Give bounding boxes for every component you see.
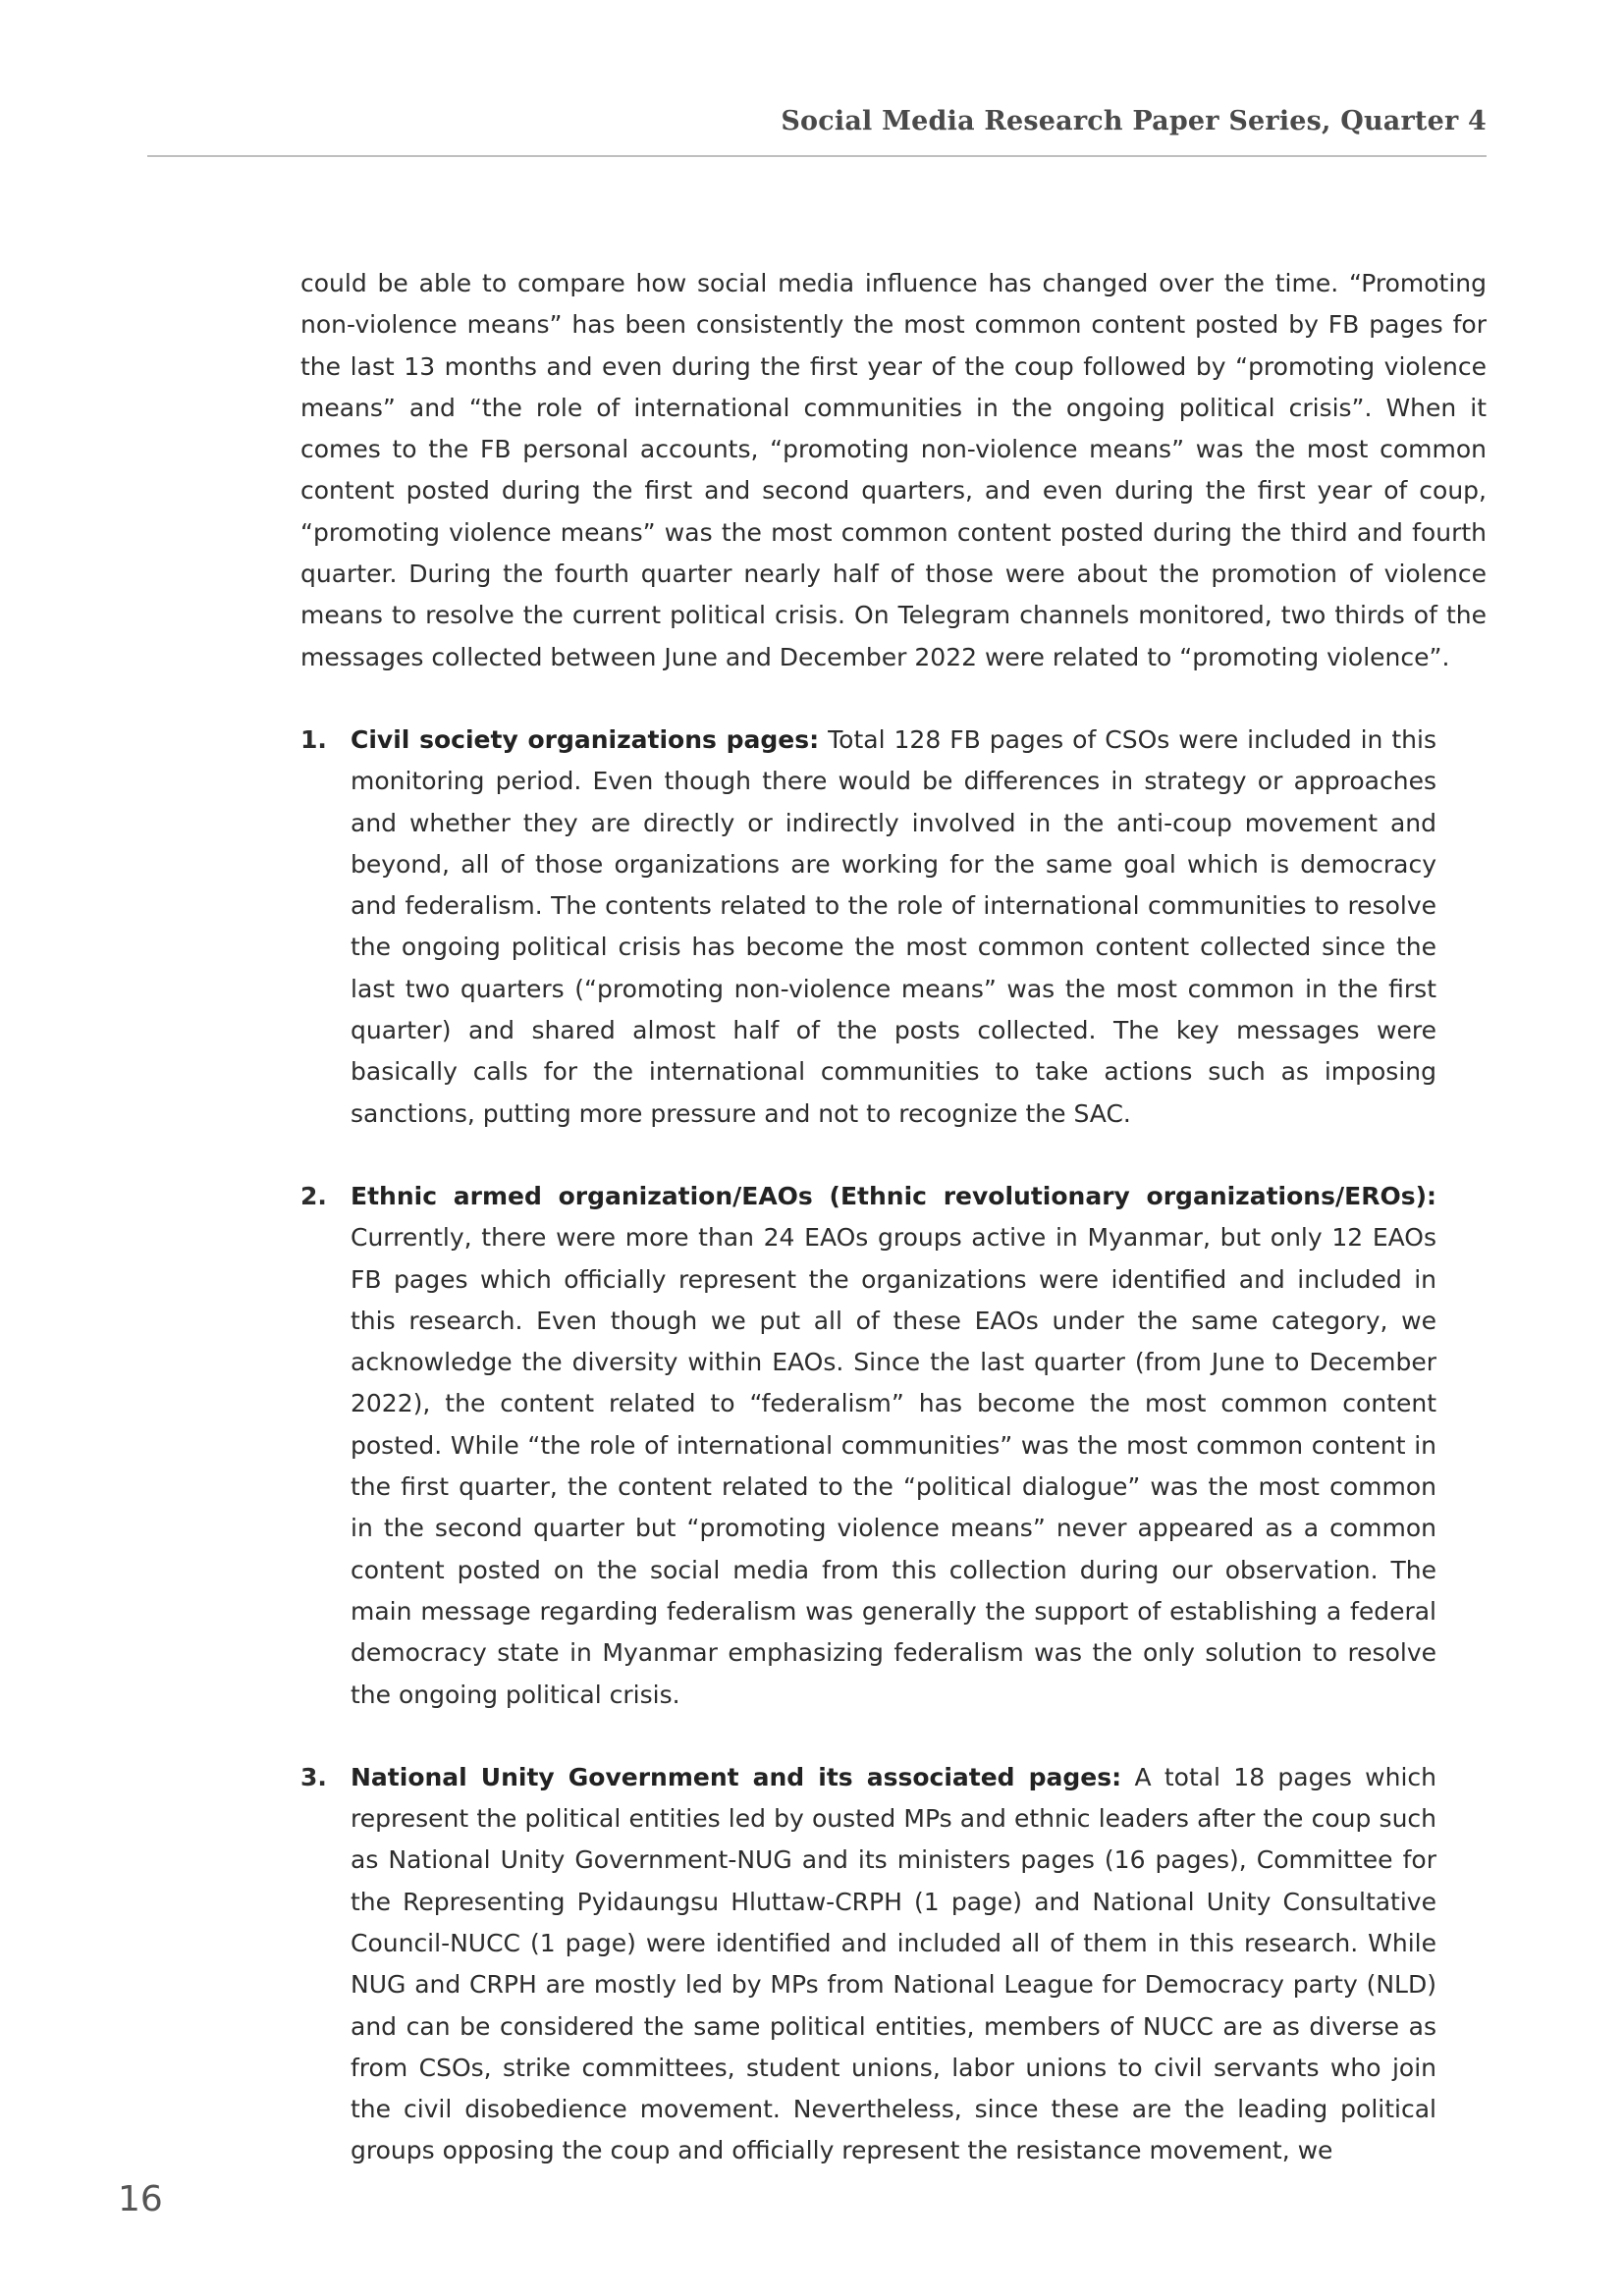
list-item-number: 2. bbox=[300, 1181, 327, 1210]
page-number: 16 bbox=[118, 2179, 163, 2219]
list-item-text: Currently, there were more than 24 EAOs groups active in Myanmar, but only 12 EAOs FB pages which officially represent the organizations were identified and included in this research. Even though we put all of these EAOs under the same category, we acknowledge the diversity within EAOs. Since the last quarter (from June to December 2022), the content related to “federalism” has become the most common content posted. While “the role of international communities” was the most common content in the first quarter, the content related to the “political dialogue” was the most common in the second quarter but “promoting violence means” never appeared as a common content posted on the social media from this collection during our observation. The main message regarding federalism was generally the support of establishing a federal democracy state in Myanmar emphasizing federalism was the only solution to resolve the ongoing political crisis. bbox=[351, 1223, 1436, 1709]
list-item-body bbox=[351, 720, 1436, 1135]
list-item-heading: Ethnic armed organization/EAOs (Ethnic revolutionary organizations/EROs): bbox=[351, 1181, 1436, 1210]
list-item-heading: National Unity Government and its associated pages: bbox=[351, 1762, 1122, 1791]
list-item-body bbox=[351, 1176, 1436, 1716]
list-item-text: A total 18 pages which represent the political entities led by ousted MPs and ethnic leaders after the coup such as National Unity Government-NUG and its ministers pages (16 pages), Committee for the Representing Pyidaungsu Hluttaw-CRPH (1 page) and National Unity Consultative Council-NUCC (1 page) were identified and included all of them in this research. While NUG and CRPH are mostly led by MPs from National League for Democracy party (NLD) and can be considered the same political entities, members of NUCC are as diverse as from CSOs, strike committees, student unions, labor unions to civil servants who join the civil disobedience movement. Nevertheless, since these are the leading political groups opposing the coup and officially represent the resistance movement, we bbox=[351, 1762, 1437, 2165]
list-item-body bbox=[351, 1757, 1436, 2172]
numbered-list bbox=[300, 720, 1487, 2172]
header-divider bbox=[147, 155, 1487, 157]
running-header: Social Media Research Paper Series, Quarter 4 bbox=[781, 106, 1487, 136]
list-item-text: Total 128 FB pages of CSOs were included in this monitoring period. Even though there would be differences in strategy or approaches and whether they are directly or indirectly involved in the anti-coup movement and beyond, all of those organizations are working for the same goal which is democracy and federalism. The contents related to the role of international communities to resolve the ongoing political crisis has become the most common content collected since the last two quarters (“promoting non-violence means” was the most common in the first quarter) and shared almost half of the posts collected. The key messages were basically calls for the international communities to take actions such as imposing sanctions, putting more pressure and not to recognize the SAC. bbox=[351, 724, 1436, 1128]
list-item-number: 3. bbox=[300, 1762, 327, 1791]
list-item-heading: Civil society organizations pages: bbox=[351, 724, 820, 754]
list-item-eao bbox=[300, 1176, 1436, 1716]
list-item-cso bbox=[300, 720, 1436, 1135]
list-item-number: 1. bbox=[300, 724, 327, 754]
page-body bbox=[300, 263, 1487, 2214]
list-item-nug bbox=[300, 1757, 1436, 2172]
intro-paragraph: could be able to compare how social media influence has changed over the time. “Promoting non-violence means” has been consistently the most common content posted by FB pages for the last 13 months and even during the first year of the coup followed by “promoting violence means” and “the role of international communities in the ongoing political crisis”. When it comes to the FB personal accounts, “promoting non-violence means” was the most common content posted during the first and second quarters, and even during the first year of coup, “promoting violence means” was the most common content posted during the third and fourth quarter. During the fourth quarter nearly half of those were about the promotion of violence means to resolve the current political crisis. On Telegram channels monitored, two thirds of the messages collected between June and December 2022 were related to “promoting violence”. bbox=[300, 269, 1487, 671]
